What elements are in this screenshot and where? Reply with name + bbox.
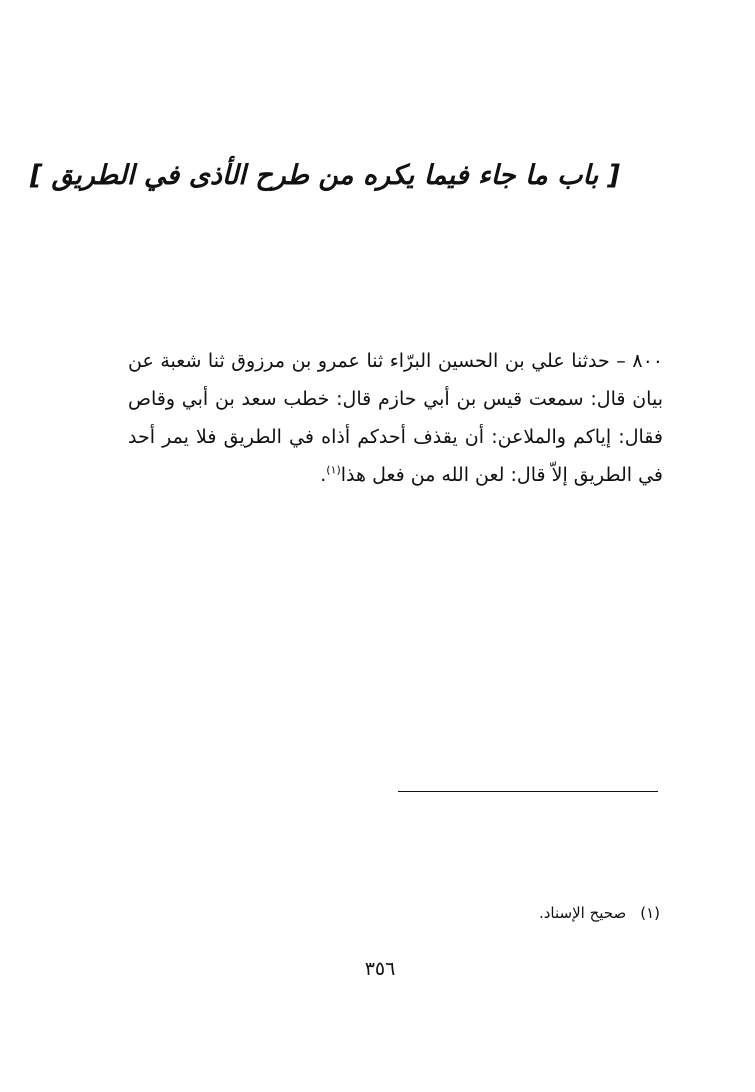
hadith-text: ٨٠٠ – حدثنا علي بن الحسين البرّاء ثنا عمرو بن مرزوق ثنا شعبة عن بيان قال: سمعت قيس بن أبي حازم قال: خطب سعد بن أبي وقاص فقال: إياكم والملاعن: أن يقذف أحدكم أذاه في الطريق فلا يمر أحد في الطريق إلاّ قال: لعن الله من فعل هذا (128, 350, 663, 486)
hadith-end-mark: . (320, 464, 327, 486)
page-number: ٣٥٦ (364, 958, 396, 980)
footnote-marker: (١) (640, 904, 660, 922)
footnote-reference: (١) (326, 463, 341, 477)
footnote-divider (398, 791, 658, 792)
footnote-text: صحيح الإسناد. (538, 904, 627, 922)
hadith-paragraph (128, 342, 663, 494)
footnote (300, 904, 660, 922)
chapter-title: [ باب ما جاء فيما يكره من طرح الأذى في الطريق ] (29, 160, 620, 191)
